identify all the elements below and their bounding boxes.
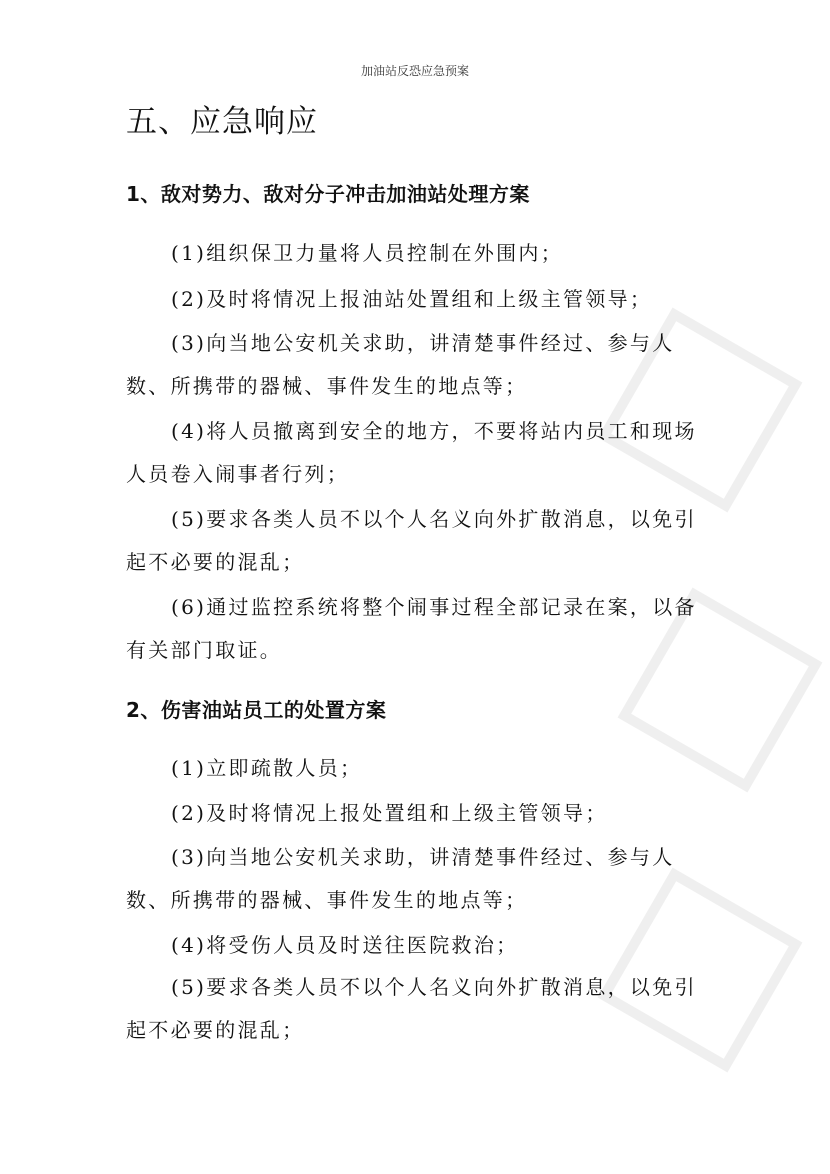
list-item: (1)立即疏散人员； bbox=[171, 756, 363, 780]
list-item: (3)向当地公安机关求助，讲清楚事件经过、参与人数、所携带的器械、事件发生的地点等； bbox=[126, 845, 675, 912]
list-item: (6)通过监控系统将整个闹事过程全部记录在案，以备有关部门取证。 bbox=[126, 595, 697, 662]
list-item: (5)要求各类人员不以个人名义向外扩散消息，以免引起不必要的混乱； bbox=[126, 507, 697, 574]
list-item: (3)向当地公安机关求助，讲清楚事件经过、参与人数、所携带的器械、事件发生的地点等； bbox=[126, 331, 675, 398]
list-item: (1)组织保卫力量将人员控制在外围内； bbox=[171, 241, 564, 265]
page-header: 加油站反恐应急预案 bbox=[360, 64, 469, 78]
list-item: (5)要求各类人员不以个人名义向外扩散消息，以免引起不必要的混乱； bbox=[126, 975, 697, 1042]
list-item: (4)将受伤人员及时送往医院救治； bbox=[171, 933, 519, 957]
list-item: (4)将人员撤离到安全的地方，不要将站内员工和现场人员卷入闹事者行列； bbox=[126, 419, 697, 486]
list-item: (2)及时将情况上报处置组和上级主管领导； bbox=[171, 801, 608, 825]
section-title: 1、敌对势力、敌对分子冲击加油站处理方案 bbox=[126, 182, 530, 206]
section-title: 2、伤害油站员工的处置方案 bbox=[126, 698, 387, 722]
chapter-title: 五、应急响应 bbox=[126, 104, 318, 140]
list-item: (2)及时将情况上报油站处置组和上级主管领导； bbox=[171, 287, 653, 311]
